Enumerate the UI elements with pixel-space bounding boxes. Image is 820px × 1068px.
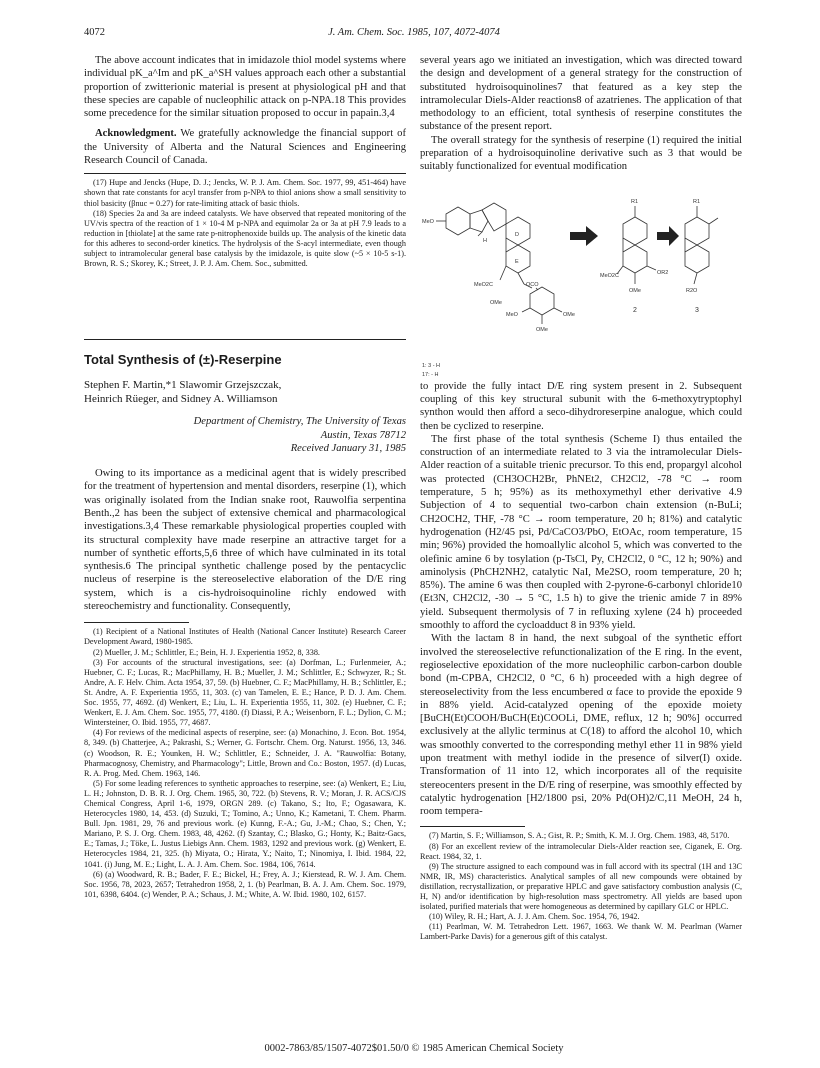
compound-number-2: 2 [633,306,637,314]
page-number: 4072 [84,27,105,38]
acknowledgment-label: Acknowledgment. [95,128,177,140]
right-paragraph-5: With the lactam 8 in hand, the next subgoal of the synthetic effort involved the stereoselective refunctionalization of the E ring. In the event, regioselective epoxidation of the more nucleophilic carbon-carbon double bond (m-CPBA, CH2Cl2, 0 °C, 6 h) proceeded with a high degree of stereoselectivity from the less encumbered α face to provide the epoxide 9 in 88% yield. Acid-catalyzed opening of the epoxide moiety [BuCH(Et)COOH/BuCH(Et)COOLi, DME, reflux, 12 h; 90%] occurred exclusively at the allylic terminus at C(18) to afford the alcohol 10, which was smoothly converted to the corresponding methyl ether 11 in 98% yield upon treatment with methyl iodide in the presence of silver(I) oxide. Transformation of 11 into 12, which incorporates all of the requisite stereocenters present in the D/E ring of reserpine, was smoothly effected by catalytic hydrogenation [H2/1800 psi, 20% Pd(OH)2/C,11 MeOH, 24 h, room tempera- [420,633,742,818]
label-ring-e: E [515,258,519,265]
body-paragraph: Owing to its importance as a medicinal agent that is widely prescribed for the treatment of hypertension and mental disorders, reserpine (1), which was originally isolated from the Indian snake root, Rauwolfia serpentina Benth.,2 has been the subject of extensive chemical and pharmacological investigations.3,4 These remarkable physiological properties coupled with its structural complexity have made reserpine an attractive target for a number of synthetic efforts,5,6 three of which have culminated in its total synthesis.6 The principal synthetic challenge posed by the pentacyclic nucleus of reserpine is the stereoselective elaboration of the D/E ring system, which is a cis-hydroisoquinoline richly endowed with stereochemistry and functionality. Consequently, [84,468,406,613]
footnote-3: (3) For accounts of the structural investigations, see: (a) Dorfman, L.; Furlenmeier, A.; Huebner, C. F.; Lucas, R.; MacPhillamy, H. B.; Mueller, J. M.; Schlittler, E.; Schwyzer, R.; St. Andre, A. F. Helv. Chim. Acta 1954, 37, 59. (b) Huebner, C. F.; MacPhillamy, H. B.; Schlittler, E.; St. Andre, A. F. Experientia 1955, 11, 303. (c) van Tamelen, E. E.; Hance, P. D. J. Am. Chem. Soc. 1955, 77, 4692. (d) Wenkert, E.; Liu, L. H. Experientia 1955, 11, 302. (e) Huebner, C. F.; Wenkert, E. J. Am. Chem. Soc. 1955, 77, 4180. (f) Diassi, P. A.; Weisenborn, F. L.; Dylion, C. M.; Wintersteiner, O. Ibid. 1955, 77, 4687. [84,657,406,728]
label-ome-aryl: OMe [563,311,575,318]
footnotes-bottom [84,627,406,900]
ring-d [506,217,530,245]
right-paragraph-3: to provide the fully intact D/E ring system present in 2. Subsequent coupling of this key structural subunit with the 6-methoxytryptophyl synthon would then afford a seco-dihydroreserpine analogue, which could then be cyclized to reserpine. [420,380,742,432]
authors-line-1: Stephen F. Martin,*1 Slawomir Grzejszczak, [84,379,282,392]
footnotes-right [420,831,742,942]
label-ome-para: OMe [536,326,548,333]
reserpine-scheme [420,184,742,380]
right-paragraph-2: The overall strategy for the synthesis of reserpine (1) required the initial preparation of a hydroisoquinoline derivative such as 3 that would be suitably functionalized for eventual modification [420,134,742,173]
footnote-rule-2 [84,622,189,623]
label-r2o: R2O [686,287,698,294]
scheme-drawing [420,184,742,380]
retro-arrow-2 [657,226,679,246]
page-footer: 0002-7863/85/1507-4072$01.50/0 © 1985 American Chemical Society [264,1043,564,1054]
compound-number-3: 3 [695,306,699,314]
article-heading [84,352,406,455]
footnote-8: (8) For an excellent review of the intramolecular Diels-Alder reaction see, Ciganek, E. Org. React. 1984, 32, 1. [420,841,742,861]
article-title: Total Synthesis of (±)-Reserpine [84,352,282,368]
footnote-1: (1) Recipient of a National Institutes of Health (National Cancer Institute) Research Career Development Award, 1980-1985. [84,627,406,647]
left-column [84,54,406,900]
label-meo2c-compound-2: MeO2C [600,272,619,279]
right-paragraph-1: several years ago we initiated an investigation, which was directed toward the design and development of a general strategy for the construction of substituted hydroisoquinolines7 that featured as a key step the intramolecular Diels-Alder reactions8 of azatrienes. The application of that methodology to an efficient, total synthesis of reserpine constitutes the substance of the present report. [420,55,742,133]
affiliation-line-1: Department of Chemistry, The University of Texas [193,416,406,428]
right-paragraph-4: The first phase of the total synthesis (Scheme I) thus entailed the construction of an intermediate related to 3 via the intramolecular Diels-Alder reaction of a suitable trienic precursor. To this end, propargyl alcohol was protected (CH3OCH2Br, PhNEt2, CH2Cl2, -78 °C → room temperature, 5 h; 95%) as its methoxymethyl ether derivative 4.9 Subjection of 4 to sequential two-carbon chain extension (n-BuLi; CH2OCH2, THF, -78 °C → room temperature, 20 h; 81%) and catalytic hydrogenation (H2/45 psi, Pd/CaCO3/PbO, EtOAc, room temperature, 15 min; 96%) provided the homoallylic alcohol 5, which was converted to the olefinic amine 6 by tosylation (p-TsCl, Py, CH2Cl2, 0 °C, 12 h; 90%) and aminolysis (PhCH2NH2, catalytic NaI, Me2SO, room temperature, 20 h; 85%). The amine 6 was then coupled with 2-pyrone-6-carbonyl chloride10 (Et3N, CH2Cl2, -30 → 5 °C, 1.5 h) to give the trienic amide 7 in 89% yield. Subsequent thermolysis of 7 in refluxing xylene (24 h) proceeded smoothly to afford the cycloadduct 8 in 93% yield. [420,433,742,632]
retro-arrow-1 [570,226,598,246]
acknowledgment-text: We gratefully acknowledge the financial support of the University of Alberta and the Natural Sciences and Engineering Research Council of Canada. [84,128,406,167]
label-meo2c: MeO2C [474,281,493,288]
label-meo-aryl: MeO [506,311,518,318]
label-meo: MeO [422,218,434,225]
compound-2 [617,206,656,284]
authors-line-2: Heinrich Rüeger, and Sidney A. Williamson [84,393,278,406]
footnote-5: (5) For some leading references to synthetic approaches to reserpine, see: (a) Wenkert, E.; Liu, L. H.; Johnston, D. B. R. J. Org. Chem. 1965, 30, 722. (b) Stevens, R. V.; Moran, J. R. ACS/CJS Chemical Congress, April 1-6, 1979, ORGN 289. (c) Takano, S.; Ito, F.; Ogasawara, K. Heterocycles 1980, 14, 453. (d) Suzuki, T.; Tomino, A.; Unno, K.; Kametani, T. Chem. Pharm. Bull. Jpn. 1981, 29, 76 and previous work. (e) Kunng, F.-A.; Gu, J.-M.; Chao, S.; Chen, Y.; Mariano, P. S. J. Org. Chem. 1983, 48, 4262. (f) Szantay, C.; Blasko, G.; Honty, K.; Baitz-Gacs, E.; Tamas, J.; Töke, L. Justus Liebigs Ann. Chem. 1983, 1292 and previous work. (g) Wenkert, E. Heterocycles 1984, 21, 325. (h) Miyata, O.; Hirata, Y.; Naito, T.; Ninomiya, I. Ibid. 1984, 22, 1041. (i) Jung, M. E.; Light, L. A. J. Am. Chem. Soc. 1984, 106, 7614. [84,778,406,869]
affiliation [84,415,406,455]
footnote-11: (11) Pearlman, W. M. Tetrahedron Lett. 1967, 1663. We thank W. M. Pearlman (Warner Lambert-Parke Davis) for a generous gift of this catalyst. [420,922,742,942]
footnote-18: (18) Species 2a and 3a are indeed catalysts. We have observed that repeated monitoring of the UV/vis spectra of the reaction of 1 × 10-4 M p-NPA and equimolar 2a or 3a at pH 7.9 leads to a reduction in [thiolate] at the same rate p-nitrophenoxide builds up. The analysis of the kinetic data for this adheres to second-order kinetics. The hydrolysis of the S-acyl intermediate, even though subject to intramolecular general base catalysis by the imidazole, is quite slow (~5 × 10-5 s-1). Brown, R. S.; Skorey, K.; Street, J. P. J. Am. Chem. Soc., submitted. [84,208,406,269]
footnotes-top [84,178,406,269]
received-date: Received January 31, 1985 [290,442,406,454]
footnote-6: (6) (a) Woodward, R. B.; Bader, F. E.; Bickel, H.; Frey, A. J.; Kierstead, R. W. J. Am. Chem. Soc. 1956, 78, 2023, 2657; Tetrahedron 1958, 2, 1. (b) Pearlman, B. A. J. Am. Chem. Soc. 1979, 101, 6398, 6404. (c) Wender, P. A.; Schaus, J. M.; White, A. W. Ibid. 1980, 102, 6157. [84,869,406,899]
label-ome-1: OMe [490,299,502,306]
footnote-rule-3 [420,826,525,827]
label-h-indole: H [483,237,487,244]
indole-pyrrole-ring [470,210,488,232]
trimethoxyphenyl-ring [530,287,554,315]
footnote-7: (7) Martin, S. F.; Williamson, S. A.; Gist, R. P.; Smith, K. M. J. Org. Chem. 1983, 48, 5170. [429,831,730,841]
footnote-9: (9) The structure assigned to each compound was in full accord with its spectral (1H and 13C NMR, IR, MS) characteristics. Analytical samples of all new compounds were obtained by distillation, recrystallization, or preparative HPLC and gave satisfactory combustion analysis (C, H, N) and/or identification by high-resolution mass spectrometry. All yields are based upon isolated, purified materials that were homogeneous as determined by capillary GLC or HPLC. [420,861,742,912]
indole-benzene-ring [446,207,470,235]
footnote-17: (17) Hupe and Jencks (Hupe, D. J.; Jencks, W. P. J. Am. Chem. Soc. 1977, 99, 451-464) have shown that rate constants for acyl transfer from p-NPA to thiol anions show a small sensitivity to thiol basicity (βnuc = 0.27) for rate-limiting attack of basic thiols. [84,178,406,208]
footnote-2: (2) Mueller, J. M.; Schlittler, E.; Bein, H. J. Experientia 1952, 8, 338. [93,647,320,657]
page-header [84,27,744,43]
retro-arrows [570,226,679,246]
label-ring-d: D [515,231,519,238]
compound-3 [685,206,718,284]
journal-citation: J. Am. Chem. Soc. 1985, 107, 4072-4074 [328,27,500,38]
ring-c [482,203,506,231]
authors [84,378,406,406]
footnote-4: (4) For reviews of the medicinal aspects of reserpine, see: (a) Monachino, J. Econ. Bot. 1954, 8, 349. (b) Chatterjee, A.; Pakrashi, S.; Werner, G. Fortschr. Chem. Org. Naturst. 1956, 13, 346. (c) Woodson, R. E.; Younken, H. W.; Schlittler, E.; Schneider, J. A. "Rauwolfia: Botany, Pharmacognosy, Chemistry, and Pharmacology"; Little, Brown and Co.: Boston, 1957. (d) Lucas, R. A. Prog. Med. Chem. 1963, 146. [84,728,406,778]
label-r1-compound-3: R1 [693,198,701,205]
affiliation-line-2: Austin, Texas 78712 [320,429,406,441]
section-rule [84,339,406,340]
acknowledgment [84,127,406,167]
scheme-note-1: 1: 3 - H [422,362,441,369]
intro-paragraph: The above account indicates that in imidazole thiol model systems where individual pK_a^Im and pK_a^SH values approach each other a substantial proportion of zwitterionic material is present at physiological pH and that these species are capable of nucleophilic attack on p-NPA.18 This provides some precedence for the similar situation proposed to occur in papain.3,4 [84,55,406,120]
label-r1-compound-2: R1 [631,198,639,205]
footnote-10: (10) Wiley, R. H.; Hart, A. J. J. Am. Chem. Soc. 1954, 76, 1942. [429,912,640,922]
label-or2: OR2 [657,269,669,276]
label-ome-compound-2: OMe [629,287,641,294]
right-column [420,54,742,943]
label-oco: OCO [526,281,539,288]
footnote-rule [84,173,406,174]
scheme-note-2: 17: - H [422,371,439,378]
